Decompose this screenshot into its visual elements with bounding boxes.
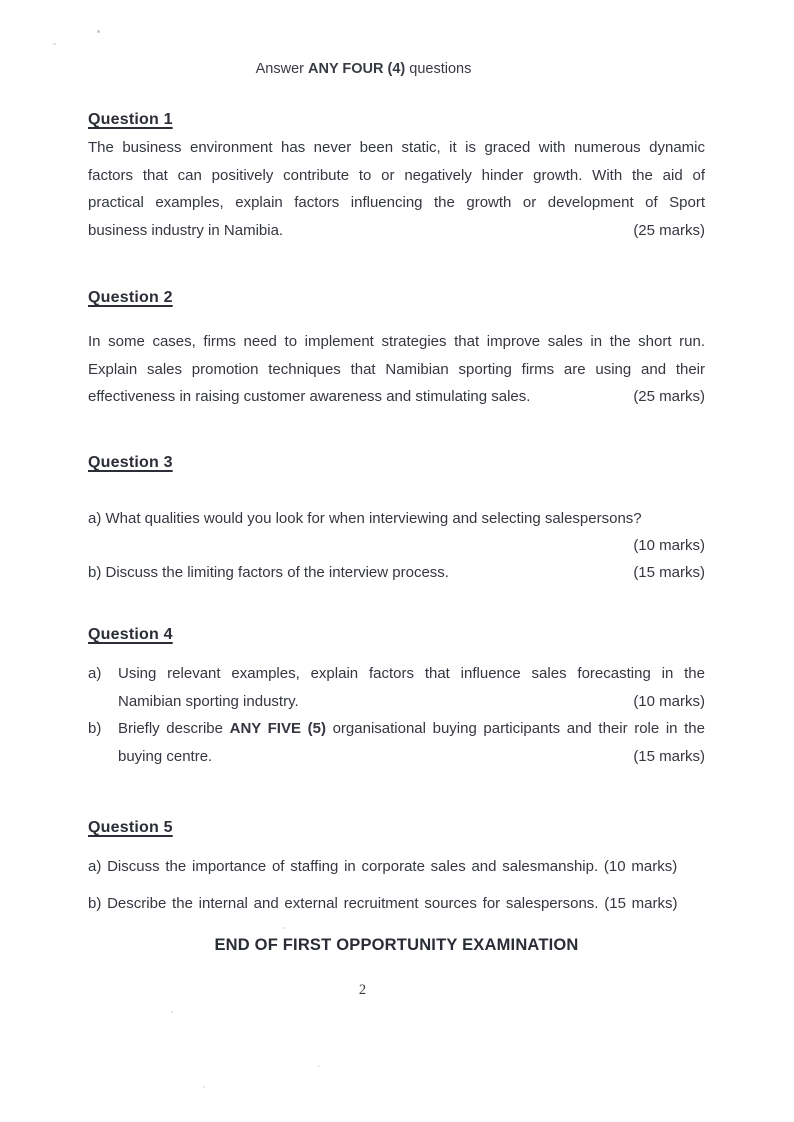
body-line-text: buying centre. [118,747,213,765]
question-4-section [88,621,705,770]
scan-speck [97,30,100,33]
question-1-title-text: Question 1 [88,111,173,128]
sub-question-b: b) Describe the internal and external recruitment sources for salespersons. (15 marks) [88,895,678,912]
scan-speck [171,1011,173,1013]
body-last-line [88,217,705,245]
instruction-bold: ANY FOUR (4) [308,61,406,77]
sub-question-b-body [118,715,705,770]
question-3-section [88,449,705,586]
answer-instruction [88,55,705,83]
body-line-text: Namibian sporting industry. [118,692,299,710]
scan-speck [53,43,56,45]
list-marker: b) [88,720,102,737]
question-2-title-text: Question 2 [88,289,173,306]
question-5-title-text: Question 5 [88,819,173,836]
body-line: The business environment has never been static, it is graced with numerous dynamic [88,139,705,156]
body-line: practical examples, explain factors influencing the growth or development of Sport [88,194,705,212]
question-5-section [88,814,705,918]
sub-question-b-text: b) Discuss the limiting factors of the interview process. [88,564,449,581]
end-of-examination-line: END OF FIRST OPPORTUNITY EXAMINATION [214,936,579,954]
question-2-title [88,284,705,312]
body-line-text: business industry in Namibia. [88,222,284,240]
question-5-title [88,814,705,842]
sub-question-a [88,660,705,715]
question-4-title-text: Question 4 [88,626,173,643]
scan-speck [283,927,285,929]
sub-question-a: a) What qualities would you look for when interviewing and selecting salespersons? [88,510,642,527]
body-line-bold: ANY FIVE (5) [229,720,326,737]
sub-question-a: a) Discuss the importance of staffing in corporate sales and salesmanship. (10 marks) [88,858,678,875]
marks-label: (15 marks) [633,747,705,765]
page-number: 2 [358,982,367,998]
body-line [118,715,705,743]
question-2-body [88,328,705,411]
scan-speck [318,1065,320,1067]
body-last-line [118,688,705,716]
body-last-line [88,383,705,411]
question-3-title-text: Question 3 [88,454,173,471]
body-line: Explain sales promotion techniques that Namibian sporting firms are using and their [88,360,705,378]
body-line-prefix: Briefly describe [118,720,230,737]
body-line-suffix: organisational buying participants and their role in the [325,720,705,737]
question-4-body [88,660,705,770]
body-line: In some cases, firms need to implement strategies that improve sales in the short run. [88,333,705,350]
body-last-line [118,743,705,771]
marks-label: (10 marks) [633,537,705,554]
instruction-suffix: questions [405,61,472,77]
question-2-section [88,284,705,411]
marks-label: (25 marks) [633,388,705,406]
marks-label: (15 marks) [633,564,705,581]
marks-label: (25 marks) [633,222,705,240]
body-line-text: effectiveness in raising customer awareness and stimulating sales. [88,388,531,406]
sub-question-b [88,715,705,770]
question-4-title [88,621,705,649]
sub-question-a-body [118,660,705,715]
instruction-prefix: Answer [255,61,309,77]
marks-label: (10 marks) [633,692,705,710]
question-3-body [88,505,705,586]
body-line: factors that can positively contribute to or negatively hinder growth. With the aid of [88,166,705,184]
scan-speck [203,1086,205,1088]
question-1-section [88,106,705,245]
body-line: Using relevant examples, explain factors that influence sales forecasting in the [118,665,705,682]
list-marker: a) [88,665,102,682]
question-1-title [88,106,705,134]
question-3-title [88,449,705,477]
sub-question-b [88,559,705,586]
question-1-body [88,134,705,245]
